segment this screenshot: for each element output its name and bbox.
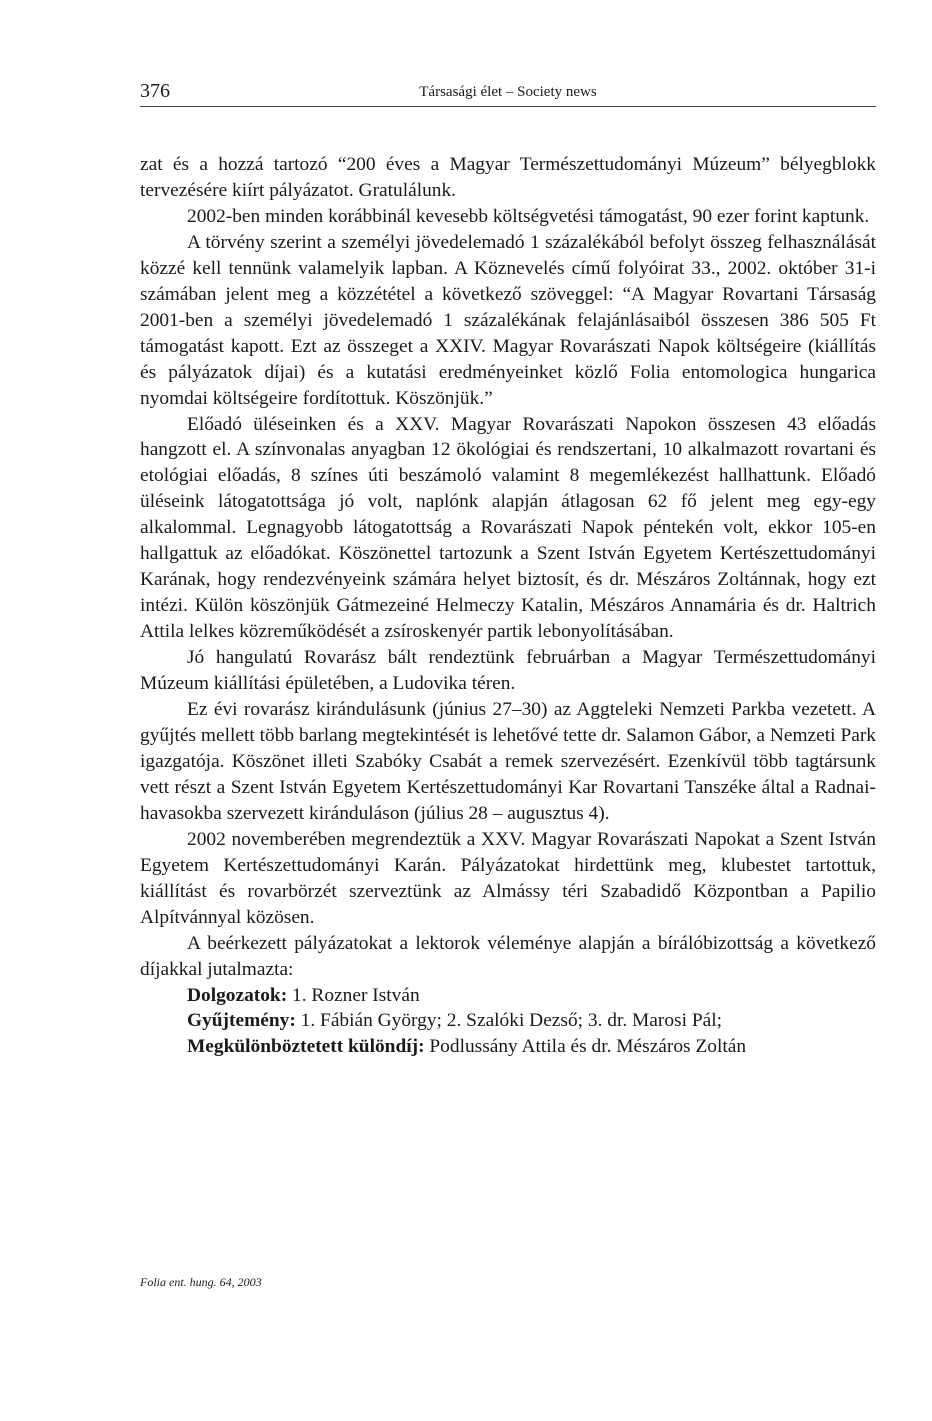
- award-line-special: Megkülönböztetett különdíj: Podlussány Attila és dr. Mészáros Zoltán: [187, 1036, 747, 1058]
- award-winners: 1. Fábián György; 2. Szalóki Dezső; 3. dr. Marosi Pál;: [295, 1010, 722, 1032]
- article-body: [140, 152, 876, 1060]
- page-header: [140, 80, 876, 107]
- award-line-collection: Gyűjtemény: 1. Fábián György; 2. Szalóki Dezső; 3. dr. Marosi Pál;: [187, 1010, 722, 1032]
- paragraph: A beérkezett pályázatokat a lektorok véleménye alapján a bírálóbizottság a következő díjakkal jutalmazta:: [140, 932, 876, 980]
- page-number: 376: [140, 80, 170, 102]
- award-winners: Podlussány Attila és dr. Mészáros Zoltán: [424, 1036, 747, 1058]
- award-label: Gyűjtemény: [187, 1010, 290, 1032]
- paragraph: 2002-ben minden korábbinál kevesebb költségvetési támogatást, 90 ezer forint kaptunk.: [187, 205, 870, 227]
- paragraph: zat és a hozzá tartozó “200 éves a Magyar Természettudományi Múzeum” bélyegblokk tervezésére kiírt pályázatot. Gratulálunk.: [140, 154, 876, 201]
- paragraph: 2002 novemberében megrendeztük a XXV. Magyar Rovarászati Napokat a Szent István Egyetem Kertészettudományi Karán. Pályázatokat hirdettünk meg, klubestet tartottuk, kiállítást és rovarbörzét szerveztünk az Almássy téri Szabadidő Központban a Papilio Alpítvánnyal közösen.: [140, 828, 876, 928]
- award-label: Dolgozatok: [187, 984, 281, 1006]
- award-winners: 1. Rozner István: [287, 984, 420, 1006]
- award-label: Megkülönböztetett különdíj: [187, 1036, 419, 1058]
- paragraph: A törvény szerint a személyi jövedelemadó 1 százalékából befolyt összeg felhasználását közzé kell tennünk valamelyik lapban. A Köznevelés című folyóirat 33., 2002. október 31-i számában jelent meg a közzététel a következő szöveggel: “A Magyar Rovartani Társaság 2001-ben a személyi jövedelemadó 1 százalékának felajánlásaiból összesen 386 505 Ft támogatást kapott. Ezt az összeget a XXIV. Magyar Rovarászati Napok költségeire (kiállítás és pályázatok díjai) és a kutatási eredményeinket közlő Folia entomologica hungarica nyomdai költségeire fordítottuk. Köszönjük.”: [140, 231, 876, 409]
- award-line-papers: Dolgozatok: 1. Rozner István: [187, 984, 420, 1006]
- paragraph: Jó hangulatú Rovarász bált rendeztünk februárban a Magyar Természettudományi Múzeum kiállítási épületében, a Ludovika téren.: [140, 647, 876, 695]
- journal-citation: Folia ent. hung. 64, 2003: [140, 1275, 262, 1289]
- paragraph: Előadó üléseinken és a XXV. Magyar Rovarászati Napokon összesen 43 előadás hangzott el. A színvonalas anyagban 12 ökológiai és rendszertani, 10 alkalmazott rovartani és etológiai előadás, 8 színes úti beszámoló valamint 8 megemlékezést hallhattunk. Előadó üléseink látogatottsága jó volt, naplónk alapján átlagosan 62 fő jelent meg egy-egy alkalommal. Legnagyobb látogatottság a Rovarászati Napok péntekén volt, ekkor 105-en hallgattuk az előadókat. Köszönettel tartozunk a Szent István Egyetem Kertészettudományi Karának, hogy rendezvényeink számára helyet biztosít, és dr. Mészáros Zoltánnak, hogy ezt intézi. Külön köszönjük Gátmezeiné Helmeczy Katalin, Mészáros Annamária és dr. Haltrich Attila lelkes közreműködését a zsíroskenyér partik lebonyolításában.: [140, 413, 876, 643]
- running-title: Társasági élet – Society news: [419, 84, 597, 100]
- paragraph: Ez évi rovarász kirándulásunk (június 27–30) az Aggteleki Nemzeti Parkba vezetett. A gyűjtés mellett több barlang megtekintését is lehetővé tette dr. Salamon Gábor, a Nemzeti Park igazgatója. Köszönet illeti Szabóky Csabát a remek szervezésért. Ezenkívül több tagtársunk vett részt a Szent István Egyetem Kertészettudományi Kar Rovartani Tanszéke által a Radnai-havasokba szervezett kiránduláson (július 28 – augusztus 4).: [140, 699, 876, 824]
